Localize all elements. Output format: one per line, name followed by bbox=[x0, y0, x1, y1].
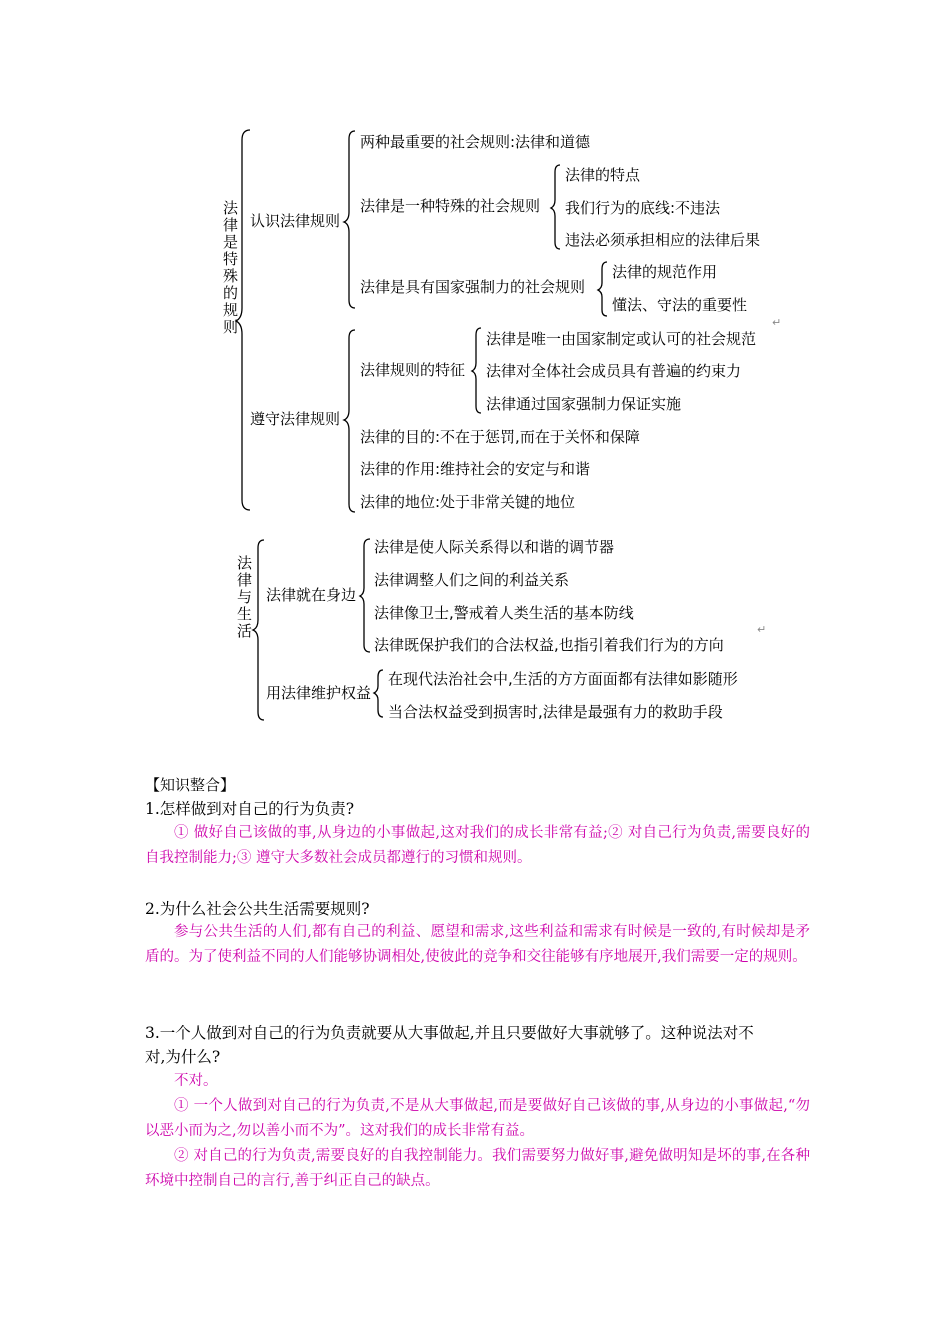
map2-branch1-label: 法律就在身边 bbox=[266, 586, 357, 604]
map2-branch1-sub4: 法律既保护我们的合法权益,也指引着我们行为的方向 bbox=[374, 636, 724, 654]
map1-branch1-item2-sub3: 违法必须承担相应的法律后果 bbox=[565, 231, 761, 249]
answer-3-paragraph-3: ② 对自己的行为负责,需要良好的自我控制能力。我们需要努力做好事,避免做明知是坏的事,在各种环境中控制自己的言行,善于纠正自己的缺点。 bbox=[145, 1148, 810, 1189]
question-2: 2.为什么社会公共生活需要规则? bbox=[145, 900, 370, 918]
map2-root-label: 法律与生活 bbox=[236, 554, 252, 640]
map1-branch2-label: 遵守法律规则 bbox=[250, 410, 341, 428]
map1-branch1-item3-sub2: 懂法、守法的重要性 bbox=[612, 296, 748, 314]
map1-branch1-item1: 两种最重要的社会规则:法律和道德 bbox=[360, 133, 591, 151]
answer-1-paragraph: ① 做好自己该做的事,从身边的小事做起,这对我们的成长非常有益;② 对自己行为负责,需要良好的自我控制能力;③ 遵守大多数社会成员都遵行的习惯和规则。 bbox=[145, 825, 810, 866]
map1-branch2-item4: 法律的地位:处于非常关键的地位 bbox=[360, 493, 576, 511]
map1-branch2-item2: 法律的目的:不在于惩罚,而在于关怀和保障 bbox=[360, 428, 640, 446]
map2-branch2-sub1: 在现代法治社会中,生活的方方面面都有法律如影随形 bbox=[388, 670, 738, 688]
map1-root-label: 法律是特殊的规则 bbox=[222, 199, 238, 336]
answer-3-paragraph-2: ① 一个人做到对自己的行为负责,不是从大事做起,而是要做好自己该做的事,从身边的小事做起,“勿以恶小而为之,勿以善小而不为”。这对我们的成长非常有益。 bbox=[145, 1098, 810, 1139]
answer-3 bbox=[145, 1069, 810, 1194]
return-mark-1: ↵ bbox=[772, 316, 782, 329]
map2-branch2-sub2: 当合法权益受到损害时,法律是最强有力的救助手段 bbox=[388, 703, 723, 721]
map2-branch1-sub2: 法律调整人们之间的利益关系 bbox=[374, 571, 570, 589]
map1-branch2-item1-sub3: 法律通过国家强制力保证实施 bbox=[486, 395, 682, 413]
map1-branch1-item2-label: 法律是一种特殊的社会规则 bbox=[360, 197, 541, 215]
map2-branch2-label: 用法律维护权益 bbox=[266, 684, 372, 702]
map1-branch1-item3-sub1: 法律的规范作用 bbox=[612, 263, 718, 281]
section-title: 【知识整合】 bbox=[145, 776, 236, 794]
map1-branch1-label: 认识法律规则 bbox=[250, 212, 341, 230]
map1-branch1-item2-sub1: 法律的特点 bbox=[565, 166, 641, 184]
question-3-line1: 3.一个人做到对自己的行为负责就要从大事做起,并且只要做好大事就够了。这种说法对不 bbox=[145, 1024, 754, 1042]
map1-branch2-item1-sub2: 法律对全体社会成员具有普遍的约束力 bbox=[486, 362, 742, 380]
return-mark-2: ↵ bbox=[757, 623, 767, 636]
answer-3-paragraph-1: 不对。 bbox=[174, 1073, 218, 1089]
map2-branch1-sub3: 法律像卫士,警戒着人类生活的基本防线 bbox=[374, 604, 634, 622]
answer-1 bbox=[145, 821, 810, 871]
question-3-line2: 对,为什么? bbox=[145, 1048, 221, 1066]
answer-2-paragraph: 参与公共生活的人们,都有自己的利益、愿望和需求,这些利益和需求有时候是一致的,有时候却是矛盾的。为了使利益不同的人们能够协调相处,使彼此的竞争和交往能够有序地展开,我们需要一定的规则。 bbox=[145, 924, 810, 965]
answer-2 bbox=[145, 920, 810, 970]
question-1: 1.怎样做到对自己的行为负责? bbox=[145, 800, 355, 818]
map2-branch1-sub1: 法律是使人际关系得以和谐的调节器 bbox=[374, 538, 615, 556]
map1-branch2-item3: 法律的作用:维持社会的安定与和谐 bbox=[360, 460, 591, 478]
map1-branch2-item1-label: 法律规则的特征 bbox=[360, 361, 466, 379]
map1-branch1-item3-label: 法律是具有国家强制力的社会规则 bbox=[360, 278, 586, 296]
map1-branch1-item2-sub2: 我们行为的底线:不违法 bbox=[565, 199, 721, 217]
map1-branch2-item1-sub1: 法律是唯一由国家制定或认可的社会规范 bbox=[486, 330, 757, 348]
